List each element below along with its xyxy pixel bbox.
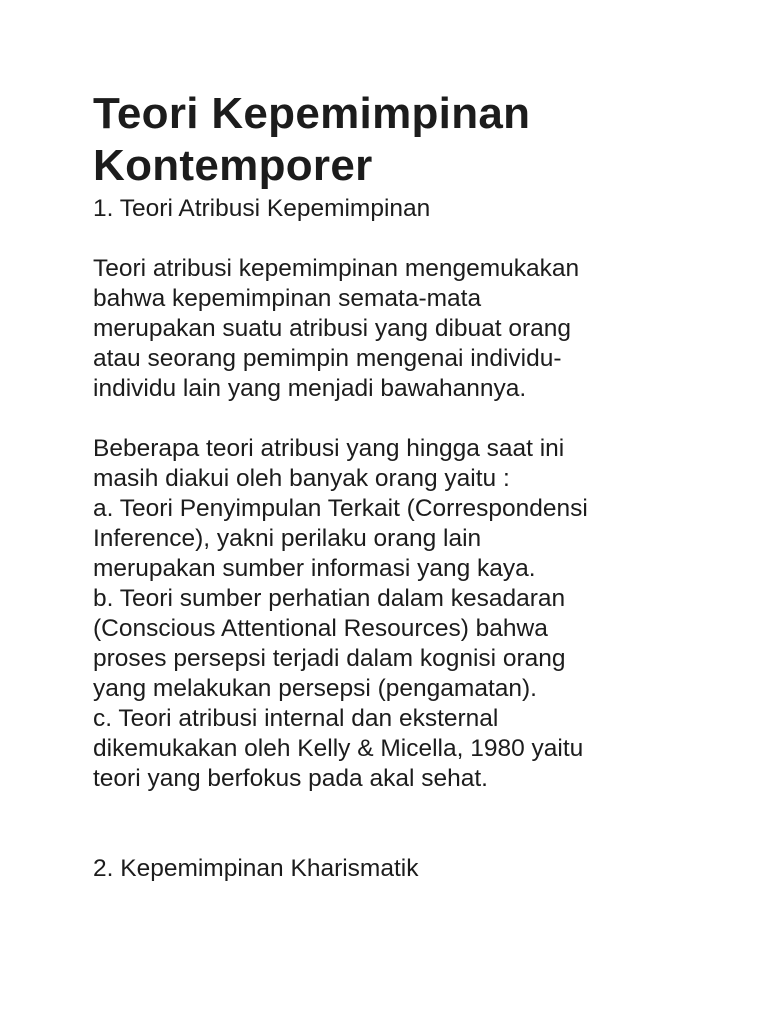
text-line: atau seorang pemimpin mengenai individu-	[93, 345, 562, 372]
text-line: merupakan sumber informasi yang kaya.	[93, 555, 536, 582]
text-line: masih diakui oleh banyak orang yaitu :	[93, 465, 510, 492]
text-line: c. Teori atribusi internal dan eksternal	[93, 705, 499, 732]
text-line: bahwa kepemimpinan semata-mata	[93, 285, 482, 312]
text-line: (Conscious Attentional Resources) bahwa	[93, 615, 548, 642]
text-line: merupakan suatu atribusi yang dibuat orang	[93, 315, 572, 342]
text-line: individu lain yang menjadi bawahannya.	[93, 375, 527, 402]
text-line: teori yang berfokus pada akal sehat.	[93, 765, 488, 792]
text-line: dikemukakan oleh Kelly & Micella, 1980 yaitu	[93, 735, 584, 762]
section-1-heading: 1. Teori Atribusi Kepemimpinan	[93, 195, 431, 222]
text-line: a. Teori Penyimpulan Terkait (Correspondensi	[93, 495, 588, 522]
paragraph-1	[93, 254, 693, 404]
text-line: b. Teori sumber perhatian dalam kesadaran	[93, 585, 566, 612]
text-line: yang melakukan persepsi (pengamatan).	[93, 675, 537, 702]
text-line: proses persepsi terjadi dalam kognisi orang	[93, 645, 566, 672]
section-2-heading: 2. Kepemimpinan Kharismatik	[93, 855, 419, 882]
title-line: Teori Kepemimpinan	[93, 89, 531, 138]
title-line: Kontemporer	[93, 141, 373, 190]
text-line: Inference), yakni perilaku orang lain	[93, 525, 482, 552]
text-line: Beberapa teori atribusi yang hingga saat ini	[93, 435, 565, 462]
document-page	[93, 88, 693, 884]
paragraph-2	[93, 434, 693, 794]
document-title	[93, 88, 693, 192]
text-line: Teori atribusi kepemimpinan mengemukakan	[93, 255, 580, 282]
